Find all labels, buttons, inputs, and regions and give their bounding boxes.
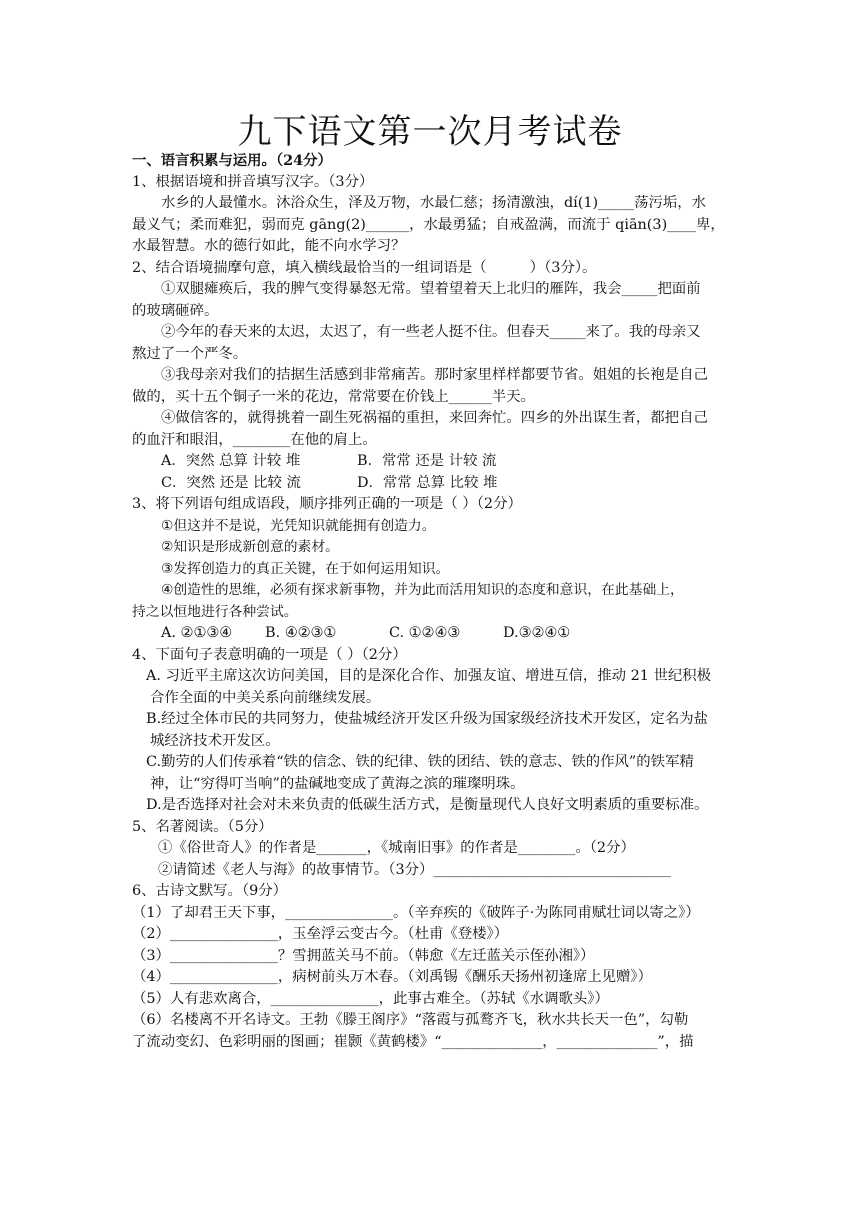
option-a: A. ②①③④ <box>161 625 233 641</box>
question-5-item: ②请简述《老人与海》的故事情节。（3分）_________________________________ <box>158 861 671 878</box>
question-2-options <box>132 473 732 495</box>
question-1-text: 水乡的人最懂水。沐浴众生，泽及万物，水最仁慈；扬清激浊，dí(1)_____荡污垢，水 <box>161 195 707 211</box>
question-2-sentence: ④做信客的，就得挑着一副生死祸福的重担，来回奔忙。四乡的外出谋生者，都把自己 <box>161 410 708 426</box>
question-1-text: 最义气；柔而难犯，弱而克 gāng(2)______，水最勇猛；自戒盈满，而流于 qiān(3)____卑， <box>132 216 725 233</box>
page-title: 九下语文第一次月考试卷 <box>237 112 623 152</box>
question-5-item: ①《俗世奇人》的作者是_______，《城南旧事》的作者是________。（2分） <box>158 840 635 856</box>
question-6-item: 了流动变幻、色彩明丽的图画；崔颢《黄鹤楼》“______________，______________”，描 <box>132 1033 694 1050</box>
section-heading: 一、语言积累与运用。（24分） <box>132 152 332 169</box>
question-6-item: （3）_______________？雪拥蓝关马不前。（韩愈《左迁蓝关示侄孙湘》） <box>132 947 595 964</box>
question-3-options <box>132 623 732 645</box>
question-4-option: A. 习近平主席这次访问美国，目的是深化合作、加强友谊、增进互信，推动 21 世纪积极 <box>146 668 712 684</box>
question-2-options <box>132 451 732 473</box>
question-4-option: D.是否选择对社会对未来负责的低碳生活方式，是衡量现代人良好文明素质的重要标准。 <box>146 797 709 813</box>
option-d: D．常常 总算 比较 堆 <box>357 474 498 491</box>
question-3-sentence: ①但这并不是说，光凭知识就能拥有创造力。 <box>161 517 436 534</box>
question-2-sentence: 熬过了一个严冬。 <box>132 345 248 362</box>
question-2-sentence: 的玻璃砸碎。 <box>132 302 219 319</box>
question-4-option: 神，让“穷得叮当响”的盐碱地变成了黄海之滨的璀璨明珠。 <box>150 775 525 792</box>
question-5-heading: 5、名著阅读。（5分） <box>132 818 273 835</box>
question-1-text: 水最智慧。水的德行如此，能不向水学习？ <box>132 238 406 254</box>
option-b: B. ④②③① <box>265 625 337 641</box>
option-d: D.③②④① <box>503 625 571 641</box>
question-3-heading: 3、将下列语句组成语段，顺序排列正确的一项是（ ）（2分） <box>132 496 522 512</box>
question-2-sentence: 做的，买十五个铜子一米的花边，常常要在价钱上______半天。 <box>132 388 535 405</box>
question-4-option: C.勤劳的人们传承着“铁的信念、铁的纪律、铁的团结、铁的意志、铁的作风”的铁军精 <box>146 754 694 770</box>
option-c: C．突然 还是 比较 流 <box>161 474 301 491</box>
question-3-sentence: ④创造性的思维，必须有探求新事物，并为此而活用知识的态度和意识，在此基础上， <box>161 582 684 598</box>
option-c: C. ①②④③ <box>389 625 461 641</box>
question-3-sentence: ③发挥创造力的真正关键，在于如何运用知识。 <box>161 560 450 577</box>
question-6-item: （5）人有悲欢离合，_______________，此事古难全。（苏轼《水调歌头》） <box>132 990 609 1007</box>
question-6-item: （4）_______________，病树前头万木春。（刘禹锡《酬乐天扬州初逢席上见赠》） <box>132 969 653 985</box>
option-b: B．常常 还是 计较 流 <box>357 453 497 469</box>
exam-body <box>132 150 732 1053</box>
question-4-option: 城经济技术开发区。 <box>150 732 280 749</box>
question-3-sentence: ②知识是形成新创意的素材。 <box>161 539 339 555</box>
question-2-sentence: ②今年的春天来的太迟，太迟了，有一些老人挺不住。但春天_____来了。我的母亲又 <box>161 324 701 340</box>
question-2-sentence: ③我母亲对我们的拮据生活感到非常痛苦。那时家里样样都要节省。姐姐的长袍是自己 <box>161 367 708 383</box>
question-4-option: 合作全面的中美关系向前继续发展。 <box>150 689 381 706</box>
option-a: A．突然 总算 计较 堆 <box>161 453 301 469</box>
question-2-sentence: ①双腿瘫痪后，我的脾气变得暴怒无常。望着望着天上北归的雁阵，我会_____把面前 <box>161 281 701 297</box>
question-6-item: （6）名楼离不开名诗文。王勃《滕王阁序》“落霞与孤鹜齐飞，秋水共长天一色”，勾勒 <box>132 1012 689 1028</box>
question-2-heading: 2、结合语境揣摩句意，填入横线最恰当的一组词语是（ ）（3分）。 <box>132 259 597 276</box>
question-2-sentence: 的血汗和眼泪，________在他的肩上。 <box>132 431 377 448</box>
question-1-heading: 1、根据语境和拼音填写汉字。（3分） <box>132 173 374 190</box>
question-3-sentence: 持之以恒地进行各种尝试。 <box>132 603 298 620</box>
question-4-option: B.经过全体市民的共同努力，使盐城经济开发区升级为国家级经济技术开发区，定名为盐 <box>146 711 708 727</box>
question-4-heading: 4、下面句子表意明确的一项是（ ）（2分） <box>132 646 407 663</box>
question-6-heading: 6、古诗文默写。（9分） <box>132 883 288 899</box>
question-6-item: （1）了却君王天下事，_______________。（辛弃疾的《破阵子·为陈同甫赋壮词以寄之》） <box>132 904 700 921</box>
question-6-item: （2）_______________，玉垒浮云变古今。（杜甫《登楼》） <box>132 926 509 942</box>
